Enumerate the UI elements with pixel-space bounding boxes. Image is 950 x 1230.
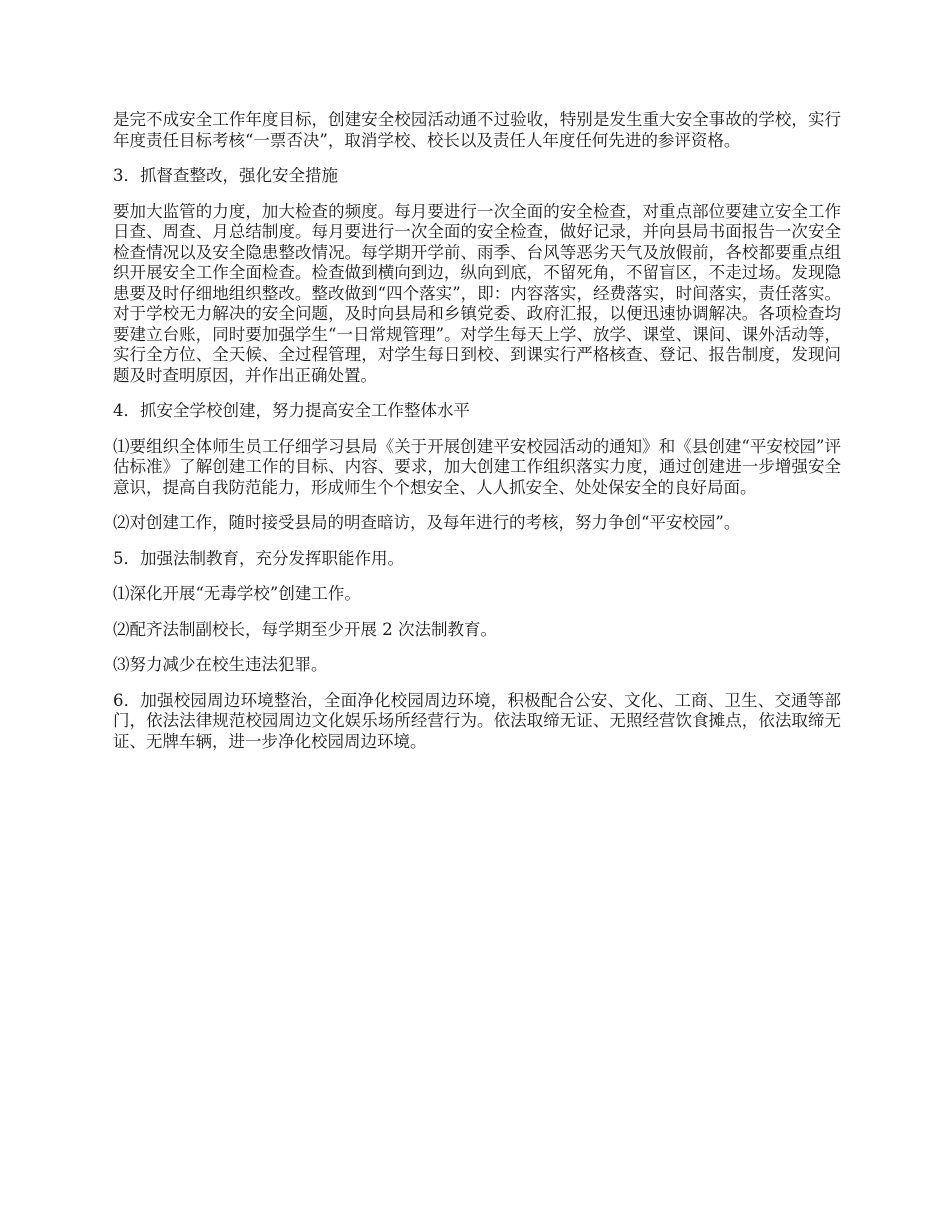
paragraph-section-3: 要加大监管的力度，加大检查的频度。每月要进行一次全面的安全检查，对重点部位要建立安全工作日查、周查、月总结制度。每月要进行一次全面的安全检查，做好记录，并向县局书面报告一次安全检查情况以及安全隐患整改情况。每学期开学前、雨季、台风等恶劣天气及放假前，各校都要重点组织开展安全工作全面检查。检查做到横向到边，纵向到底，不留死角，不留盲区，不走过场。发现隐患要及时仔细地组织整改。整改做到“四个落实”，即：内容落实，经费落实，时间落实，责任落实。对于学校无力解决的安全问题，及时向县局和乡镇党委、政府汇报，以便迅速协调解决。各项检查均要建立台账，同时要加强学生“一日常规管理”。对学生每天上学、放学、课堂、课间、课外活动等，实行全方位、全天候、全过程管理，对学生每日到校、到课实行严格核查、登记、报告制度，发现问题及时查明原因，并作出正确处置。 xyxy=(113,201,841,385)
paragraph-section-4-item-2: ⑵对创建工作，随时接受县局的明查暗访，及每年进行的考核，努力争创“平安校园”。 xyxy=(113,513,741,532)
paragraph-intro-continuation: 是完不成安全工作年度目标，创建安全校园活动通不过验收，特别是发生重大安全事故的学校，实行年度责任目标考核“一票否决”，取消学校、校长以及责任人年度任何先进的参评资格。 xyxy=(113,110,841,150)
section-heading-3: 3．抓督查整改，强化安全措施 xyxy=(113,166,338,185)
section-heading-5: 5．加强法制教育，充分发挥职能作用。 xyxy=(113,548,404,568)
document-body xyxy=(113,110,841,767)
paragraph-section-5-item-3: ⑶努力减少在校生违法犯罪。 xyxy=(113,655,328,674)
section-heading-4: 4．抓安全学校创建，努力提高安全工作整体水平 xyxy=(113,401,470,420)
paragraph-section-6: 6．加强校园周边环境整治，全面净化校园周边环境，积极配合公安、文化、工商、卫生、交通等部门，依法法律规范校园周边文化娱乐场所经营行为。依法取缔无证、无照经营饮食摊点，依法取缔无证、无牌车辆，进一步净化校园周边环境。 xyxy=(113,690,841,751)
paragraph-section-4-item-1: ⑴要组织全体师生员工仔细学习县局《关于开展创建平安校园活动的通知》和《县创建“平安校园”评估标准》了解创建工作的目标、内容、要求，加大创建工作组织落实力度，通过创建进一步增强安全意识，提高自我防范能力，形成师生个个想安全、人人抓安全、处处保安全的良好局面。 xyxy=(113,436,841,497)
paragraph-section-5-item-1: ⑴深化开展“无毒学校”创建工作。 xyxy=(113,584,361,603)
paragraph-section-5-item-2: ⑵配齐法制副校长，每学期至少开展 2 次法制教育。 xyxy=(113,619,497,639)
